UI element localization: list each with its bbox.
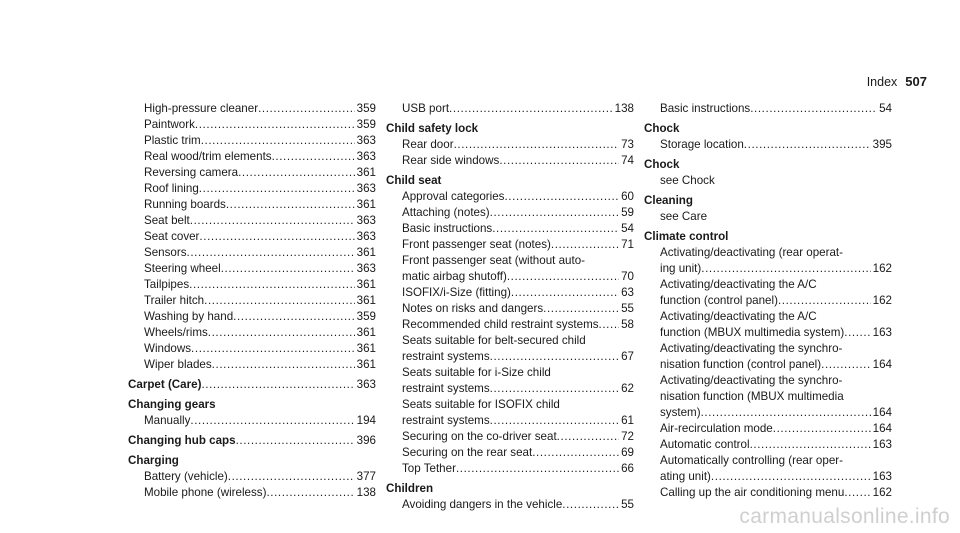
index-column-3 xyxy=(644,101,892,501)
index-heading-child-safety-lock: Child safety lock xyxy=(386,122,479,135)
index-entry-line: Activating/deactivating the A/C xyxy=(660,310,817,323)
index-entry-line: Activating/deactivating (rear operat- xyxy=(660,246,844,259)
watermark: carmanualsonline.info xyxy=(739,505,950,528)
index-entry-line: Seats suitable for i-Size child xyxy=(402,366,551,379)
index-entry[interactable]: matic airbag shutoff) ..... 70 xyxy=(386,269,634,285)
index-heading-charging: Charging xyxy=(128,454,179,467)
index-entry[interactable]: Reversing camera ..... 361 xyxy=(128,165,376,181)
index-entry[interactable]: ating unit) ..... 163 xyxy=(644,469,892,485)
index-entry[interactable]: Wheels/rims ..... 361 xyxy=(128,325,376,341)
index-entry[interactable]: Basic instructions ..... 54 xyxy=(386,221,634,237)
index-entry[interactable]: Washing by hand ..... 359 xyxy=(128,309,376,325)
index-entry[interactable]: restraint systems ..... 67 xyxy=(386,349,634,365)
index-heading-chock-2: Chock xyxy=(644,158,680,171)
index-entry[interactable]: Running boards ..... 361 xyxy=(128,197,376,213)
index-subentries xyxy=(128,101,376,373)
index-entry[interactable]: Recommended child restraint systems ..... 58 xyxy=(386,317,634,333)
index-column-2 xyxy=(386,101,634,513)
index-heading-cleaning: Cleaning xyxy=(644,194,693,207)
index-entry-line: Activating/deactivating the A/C xyxy=(660,278,817,291)
index-entry[interactable]: Roof lining ..... 363 xyxy=(128,181,376,197)
index-heading-hub-caps[interactable]: Changing hub caps ..... 396 xyxy=(128,429,376,449)
index-entry[interactable]: USB port ..... 138 xyxy=(386,101,634,117)
index-entry[interactable]: Automatic control ..... 163 xyxy=(644,437,892,453)
index-entry[interactable]: Sensors ..... 361 xyxy=(128,245,376,261)
index-entry[interactable]: Storage location ..... 395 xyxy=(644,137,892,153)
index-entry-line: Seats suitable for ISOFIX child xyxy=(402,398,560,411)
index-entry[interactable]: Tailpipes ..... 361 xyxy=(128,277,376,293)
index-entry[interactable]: Basic instructions ..... 54 xyxy=(644,101,892,117)
index-entry-line: nisation function (MBUX multimedia xyxy=(660,390,844,403)
index-entry[interactable]: Steering wheel ..... 363 xyxy=(128,261,376,277)
see-reference[interactable]: see Care xyxy=(660,210,708,223)
index-entry-line: Automatically controlling (rear oper- xyxy=(660,454,843,467)
index-entry[interactable]: Top Tether ..... 66 xyxy=(386,461,634,477)
index-entry[interactable]: Manually ..... 194 xyxy=(128,413,376,429)
index-entry[interactable]: Real wood/trim elements ..... 363 xyxy=(128,149,376,165)
index-entry[interactable]: function (control panel) ..... 162 xyxy=(644,293,892,309)
page-number: 507 xyxy=(905,74,927,89)
index-entry[interactable]: High-pressure cleaner ..... 359 xyxy=(128,101,376,117)
index-entry-line: Front passenger seat (without auto- xyxy=(402,254,586,267)
index-entry[interactable]: Rear side windows ..... 74 xyxy=(386,153,634,169)
index-heading-climate-control: Climate control xyxy=(644,230,729,243)
index-entry[interactable]: system) ..... 164 xyxy=(644,405,892,421)
index-heading-children: Children xyxy=(386,482,434,495)
index-entry[interactable]: Attaching (notes) ..... 59 xyxy=(386,205,634,221)
index-heading-carpet[interactable]: Carpet (Care) ..... 363 xyxy=(128,373,376,393)
index-entry[interactable]: Windows ..... 361 xyxy=(128,341,376,357)
index-column-1 xyxy=(128,101,376,501)
see-reference[interactable]: see Chock xyxy=(660,174,715,187)
index-entry[interactable]: Avoiding dangers in the vehicle ..... 55 xyxy=(386,497,634,513)
index-entry[interactable]: Rear door ..... 73 xyxy=(386,137,634,153)
index-heading-child-seat: Child seat xyxy=(386,174,442,187)
index-entry[interactable]: ing unit) ..... 162 xyxy=(644,261,892,277)
index-heading-changing-gears: Changing gears xyxy=(128,398,216,411)
index-entry[interactable]: ISOFIX/i-Size (fitting) ..... 63 xyxy=(386,285,634,301)
index-entry[interactable]: Securing on the rear seat ..... 69 xyxy=(386,445,634,461)
index-entry[interactable]: Paintwork ..... 359 xyxy=(128,117,376,133)
index-entry[interactable]: Plastic trim ..... 363 xyxy=(128,133,376,149)
index-entry[interactable]: Securing on the co-driver seat ..... 72 xyxy=(386,429,634,445)
index-entry[interactable]: restraint systems ..... 62 xyxy=(386,381,634,397)
index-entry[interactable]: restraint systems ..... 61 xyxy=(386,413,634,429)
index-entry[interactable]: Trailer hitch ..... 361 xyxy=(128,293,376,309)
index-heading-chock: Chock xyxy=(644,122,680,135)
index-entry[interactable]: Mobile phone (wireless) ..... 138 xyxy=(128,485,376,501)
index-entry[interactable]: nisation function (control panel) ..... 164 xyxy=(644,357,892,373)
index-entry[interactable]: Air-recirculation mode ..... 164 xyxy=(644,421,892,437)
index-entry[interactable]: Wiper blades ..... 361 xyxy=(128,357,376,373)
index-entry[interactable]: Seat cover ..... 363 xyxy=(128,229,376,245)
page-header xyxy=(867,74,927,89)
index-entry[interactable]: Front passenger seat (notes) ..... 71 xyxy=(386,237,634,253)
index-entry[interactable]: Notes on risks and dangers ..... 55 xyxy=(386,301,634,317)
section-label: Index xyxy=(866,75,898,89)
index-entry[interactable]: Approval categories ..... 60 xyxy=(386,189,634,205)
index-entry-line: Activating/deactivating the synchro- xyxy=(660,342,843,355)
index-entry[interactable]: Battery (vehicle) ..... 377 xyxy=(128,469,376,485)
index-entry-line: Activating/deactivating the synchro- xyxy=(660,374,843,387)
index-entry[interactable]: Seat belt ..... 363 xyxy=(128,213,376,229)
index-entry[interactable]: function (MBUX multimedia system) ..... 163 xyxy=(644,325,892,341)
index-entry-line: Seats suitable for belt-secured child xyxy=(402,334,586,347)
index-entry[interactable]: Calling up the air conditioning menu ..... 162 xyxy=(644,485,892,501)
